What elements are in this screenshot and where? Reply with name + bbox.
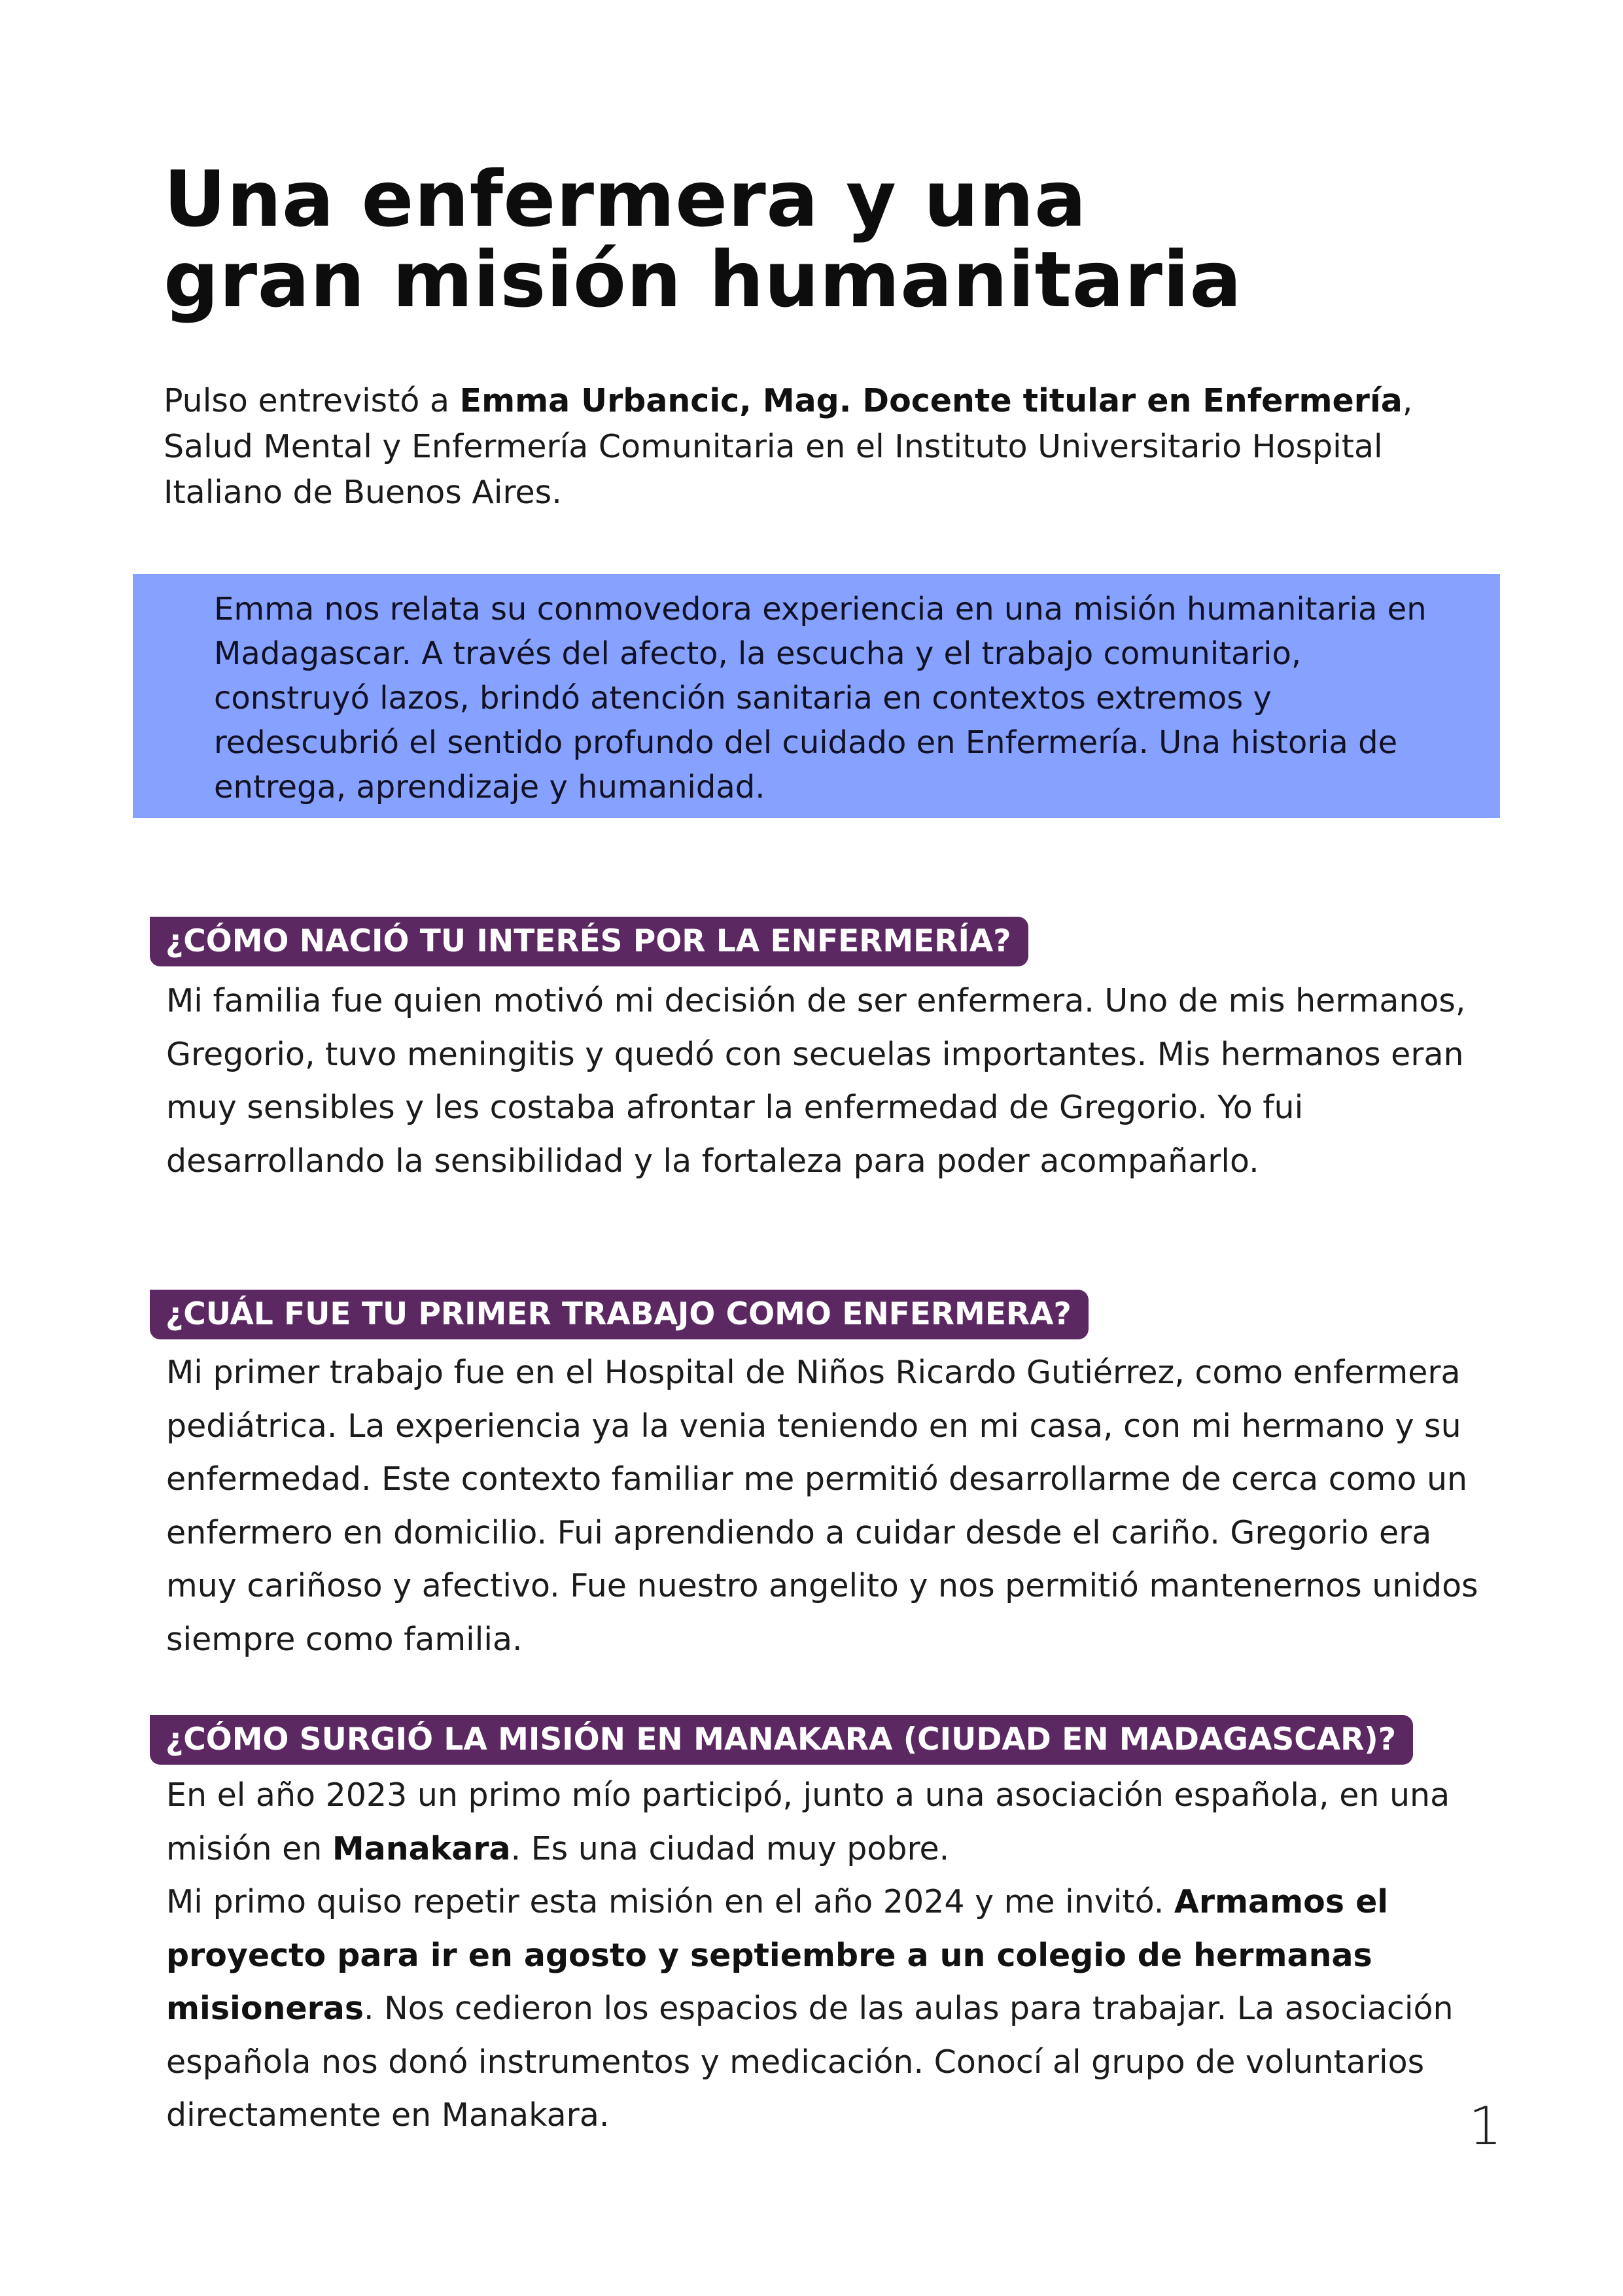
answer-3-part-1: En el año 2023 un primo mío participó, junto a una asociación española, en una misión en	[166, 1776, 1450, 1867]
answer-3-part-2: . Es una ciudad muy pobre.	[510, 1829, 950, 1867]
question-1-header: ¿CÓMO NACIÓ TU INTERÉS POR LA ENFERMERÍA?	[150, 917, 1028, 966]
summary-callout	[133, 574, 1500, 818]
answer-3-bold-manakara: Manakara	[332, 1829, 511, 1867]
question-3-header: ¿CÓMO SURGIÓ LA MISIÓN EN MANAKARA (CIUDAD EN MADAGASCAR)?	[150, 1715, 1413, 1765]
intro-suffix: , Salud Mental y Enfermería Comunitaria en el Instituto Universitario Hospital Italiano de Buenos Aires.	[164, 382, 1413, 511]
answer-3-part-3: Mi primo quiso repetir esta misión en el año 2024 y me invitó.	[166, 1883, 1174, 1920]
callout-text: Emma nos relata su conmovedora experiencia en una misión humanitaria en Madagascar. A través del afecto, la escucha y el trabajo comunitario, construyó lazos, brindó atención sanitaria en contextos extremos y redescubrió el sentido profundo del cuidado en Enfermería. Una historia de entrega, aprendizaje y humanidad.	[214, 591, 1427, 805]
answer-1: Mi familia fue quien motivó mi decisión de ser enfermera. Uno de mis hermanos, Gregorio, tuvo meningitis y quedó con secuelas importantes. Mis hermanos eran muy sensibles y les costaba afrontar la enfermedad de Gregorio. Yo fui desarrollando la sensibilidad y la fortaleza para poder acompañarlo.	[166, 982, 1466, 1180]
answer-3	[166, 1769, 1481, 2142]
intro-interviewee: Emma Urbancic, Mag. Docente titular en Enfermería	[459, 382, 1403, 419]
page-number: 1	[1469, 2096, 1502, 2157]
article-title	[164, 154, 1472, 325]
title-line-1: Una enfermera y una	[164, 154, 1087, 244]
question-2-header: ¿CUÁL FUE TU PRIMER TRABAJO COMO ENFERMERA?	[150, 1290, 1089, 1339]
answer-2: Mi primer trabajo fue en el Hospital de Niños Ricardo Gutiérrez, como enfermera pediátrica. La experiencia ya la venia teniendo en mi casa, con mi hermano y su enfermedad. Este contexto familiar me permitió desarrollarme de cerca como un enfermero en domicilio. Fui aprendiendo a cuidar desde el cariño. Gregorio era muy cariñoso y afectivo. Fue nuestro angelito y nos permitió mantenernos unidos siempre como familia.	[166, 1354, 1478, 1658]
answer-3-bold-project: Armamos el proyecto para ir en agosto y septiembre a un colegio de hermanas misioneras	[166, 1883, 1389, 2027]
answer-3-part-4: . Nos cedieron los espacios de las aulas para trabajar. La asociación española nos donó instrumentos y medicación. Conocí al grupo de voluntarios directamente en Manakara.	[166, 1990, 1454, 2134]
title-line-2: gran misión humanitaria	[164, 234, 1242, 325]
intro-prefix: Pulso entrevistó a	[164, 382, 460, 419]
intro-paragraph	[164, 378, 1452, 516]
